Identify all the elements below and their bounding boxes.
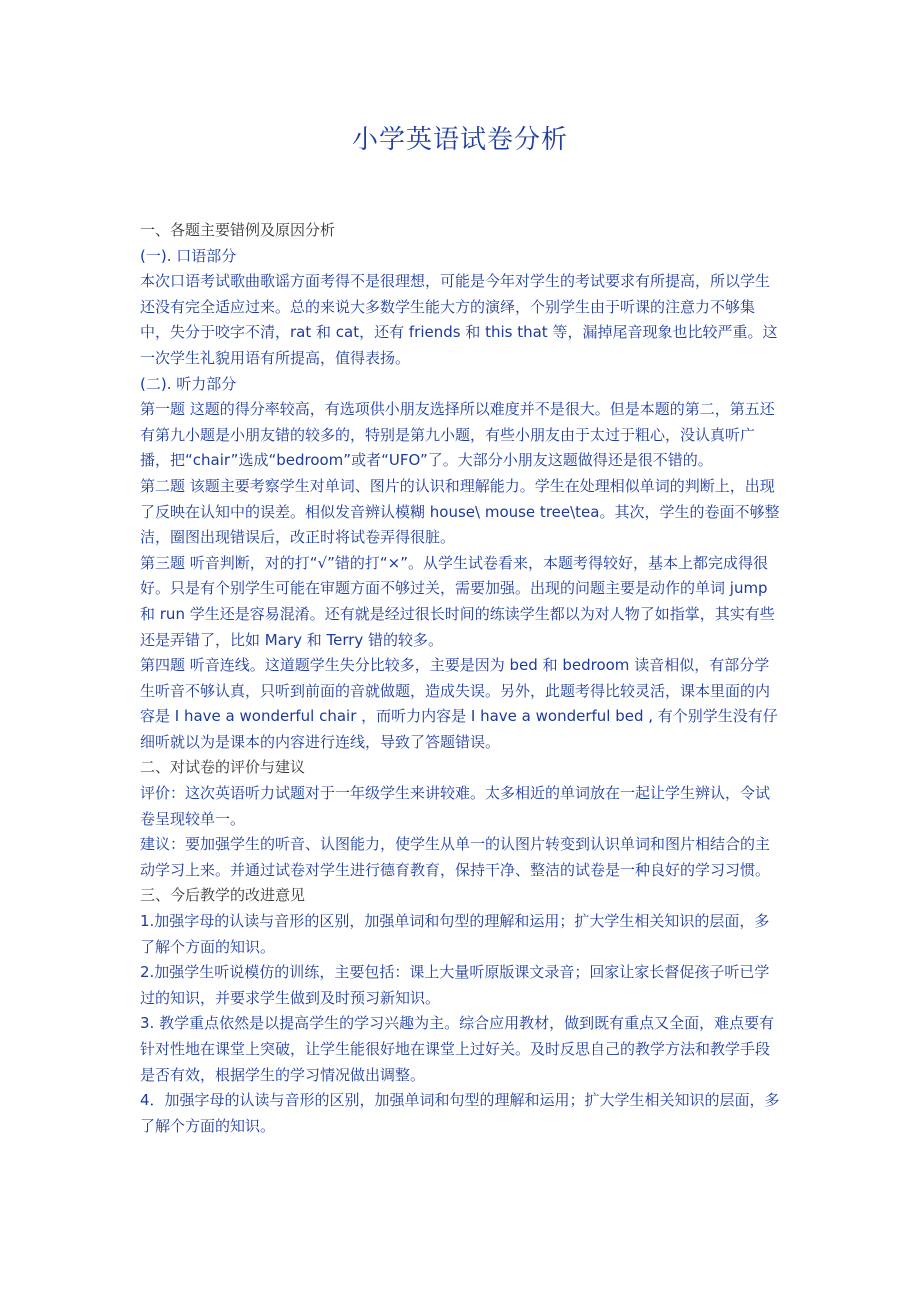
paragraph: 本次口语考试歌曲歌谣方面考得不是很理想，可能是今年对学生的考试要求有所提高，所以学生还没有完全适应过来。总的来说大多数学生能大方的演绎，个别学生由于听课的注意力不够集中，失分于咬字不清，rat 和 cat，还有 friends 和 this that 等，漏掉尾音现象也比较严重。这一次学生礼貌用语有所提高，值得表扬。 xyxy=(140,272,778,367)
paragraph: 第四题 听音连线。这道题学生失分比较多，主要是因为 bed 和 bedroom 读音相似，有部分学生听音不够认真，只听到前面的音就做题，造成失误。另外，此题考得比较灵活，课本里面的内容是 I have a wonderful chair ，而听力内容是 I have a wonderful bed , 有个别学生没有仔细听就以为是课本的内容进行连线，导致了答题错误。 xyxy=(140,656,778,751)
document-body xyxy=(140,218,780,1139)
document-title: 小学英语试卷分析 xyxy=(351,125,568,155)
section-heading: 二、对试卷的评价与建议 xyxy=(140,758,306,777)
section-heading: 三、今后教学的改进意见 xyxy=(140,886,306,905)
paragraph: 4．加强字母的认读与音形的区别，加强单词和句型的理解和运用；扩大学生相关知识的层面，多了解个方面的知识。 xyxy=(140,1091,780,1135)
paragraph: 评价：这次英语听力试题对于一年级学生来讲较难。太多相近的单词放在一起让学生辨认，令试卷呈现较单一。 xyxy=(140,784,771,828)
section-heading: 一、各题主要错例及原因分析 xyxy=(140,221,336,239)
paragraph: (一). 口语部分 xyxy=(140,246,237,265)
paragraph: 2.加强学生听说模仿的训练，主要包括：课上大量听原版课文录音；回家让家长督促孩子听已学过的知识，并要求学生做到及时预习新知识。 xyxy=(140,963,770,1007)
paragraph: 建议：要加强学生的听音、认图能力，使学生从单一的认图片转变到认识单词和图片相结合的主动学习上来。并通过试卷对学生进行德育教育，保持干净、整洁的试卷是一种良好的学习习惯。 xyxy=(140,835,771,879)
paragraph: 第二题 该题主要考察学生对单词、图片的认识和理解能力。学生在处理相似单词的判断上，出现了反映在认知中的误差。相似发音辨认模糊 house\ mouse tree\tea。其次，学生的卷面不够整洁，圈图出现错误后，改正时将试卷弄得很脏。 xyxy=(140,476,780,547)
paragraph: 1.加强字母的认读与音形的区别，加强单词和句型的理解和运用；扩大学生相关知识的层面，多了解个方面的知识。 xyxy=(140,912,770,956)
paragraph: 第一题 这题的得分率较高，有选项供小朋友选择所以难度并不是很大。但是本题的第二，第五还有第九小题是小朋友错的较多的，特别是第九小题，有些小朋友由于太过于粗心，没认真听广播，把“chair”选成“bedroom”或者“UFO”了。大部分小朋友这题做得还是很不错的。 xyxy=(140,400,775,470)
paragraph: (二). 听力部分 xyxy=(140,374,237,393)
paragraph: 3. 教学重点依然是以提高学生的学习兴趣为主。综合应用教材，做到既有重点又全面，难点要有针对性地在课堂上突破，让学生能很好地在课堂上过好关。及时反思自己的教学方法和教学手段是否有效，根据学生的学习情况做出调整。 xyxy=(140,1014,775,1084)
paragraph: 第三题 听音判断，对的打“√”错的打“×”。从学生试卷看来，本题考得较好，基本上都完成得很好。只是有个别学生可能在审题方面不够过关，需要加强。出现的问题主要是动作的单词 jump 和 run 学生还是容易混淆。还有就是经过很长时间的练读学生都以为对人物了如指掌，其实有些还是弄错了，比如 Mary 和 Terry 错的较多。 xyxy=(140,553,775,649)
